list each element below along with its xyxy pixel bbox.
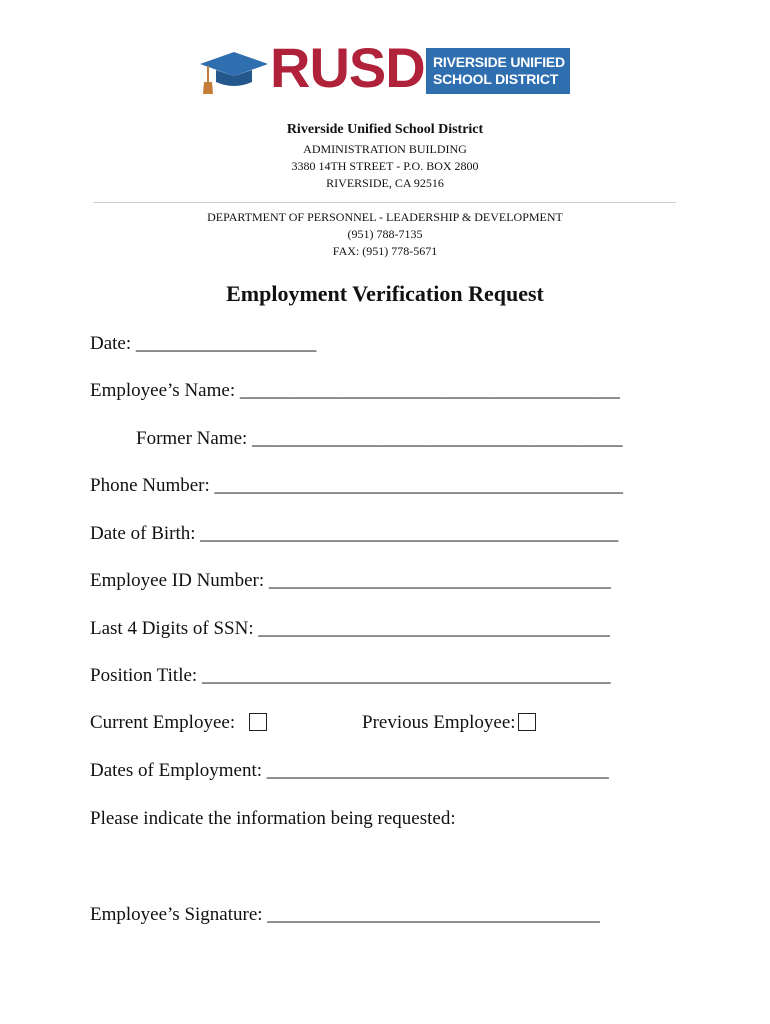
phone-number-field[interactable]: Phone Number: ___________________________________________ <box>90 475 624 496</box>
previous-employee-option <box>362 712 536 734</box>
building-name: ADMINISTRATION BUILDING <box>303 142 467 156</box>
city-address: RIVERSIDE, CA 92516 <box>326 176 444 190</box>
previous-employee-checkbox[interactable] <box>518 713 536 731</box>
info-requested-label: Please indicate the information being requested: <box>90 808 456 829</box>
employee-id-field[interactable]: Employee ID Number: ____________________________________ <box>90 570 611 591</box>
date-field[interactable]: Date: ___________________ <box>90 333 317 354</box>
former-name-field[interactable]: Former Name: _______________________________________ <box>136 428 623 449</box>
header-divider <box>93 202 676 203</box>
current-employee-label: Current Employee: <box>90 712 236 733</box>
current-employee-option <box>90 712 267 734</box>
previous-employee-label: Previous Employee: <box>362 712 516 733</box>
graduation-cap-icon <box>198 48 270 98</box>
street-address: 3380 14TH STREET - P.O. BOX 2800 <box>291 159 479 173</box>
employee-name-field[interactable]: Employee’s Name: ________________________________________ <box>90 380 620 401</box>
logo-wordmark: RUSD <box>270 36 425 99</box>
logo-box-line1: RIVERSIDE UNIFIED <box>433 54 565 70</box>
date-of-birth-field[interactable]: Date of Birth: ____________________________________________ <box>90 523 619 544</box>
department-name: DEPARTMENT OF PERSONNEL - LEADERSHIP & DEVELOPMENT <box>207 210 563 224</box>
department-fax: FAX: (951) 778-5671 <box>332 244 438 258</box>
rusd-logo <box>198 36 573 99</box>
logo-district-box <box>426 48 570 94</box>
current-employee-checkbox[interactable] <box>249 713 267 731</box>
signature-field[interactable]: Employee’s Signature: ___________________________________ <box>90 904 600 925</box>
logo-box-line2: SCHOOL DISTRICT <box>433 71 559 87</box>
district-name: Riverside Unified School District <box>286 122 484 137</box>
ssn-field[interactable]: Last 4 Digits of SSN: _____________________________________ <box>90 618 610 639</box>
form-title: Employment Verification Request <box>226 281 544 306</box>
dates-of-employment-field[interactable]: Dates of Employment: ____________________________________ <box>90 760 609 781</box>
department-phone: (951) 788-7135 <box>347 227 423 241</box>
position-title-field[interactable]: Position Title: ___________________________________________ <box>90 665 611 686</box>
